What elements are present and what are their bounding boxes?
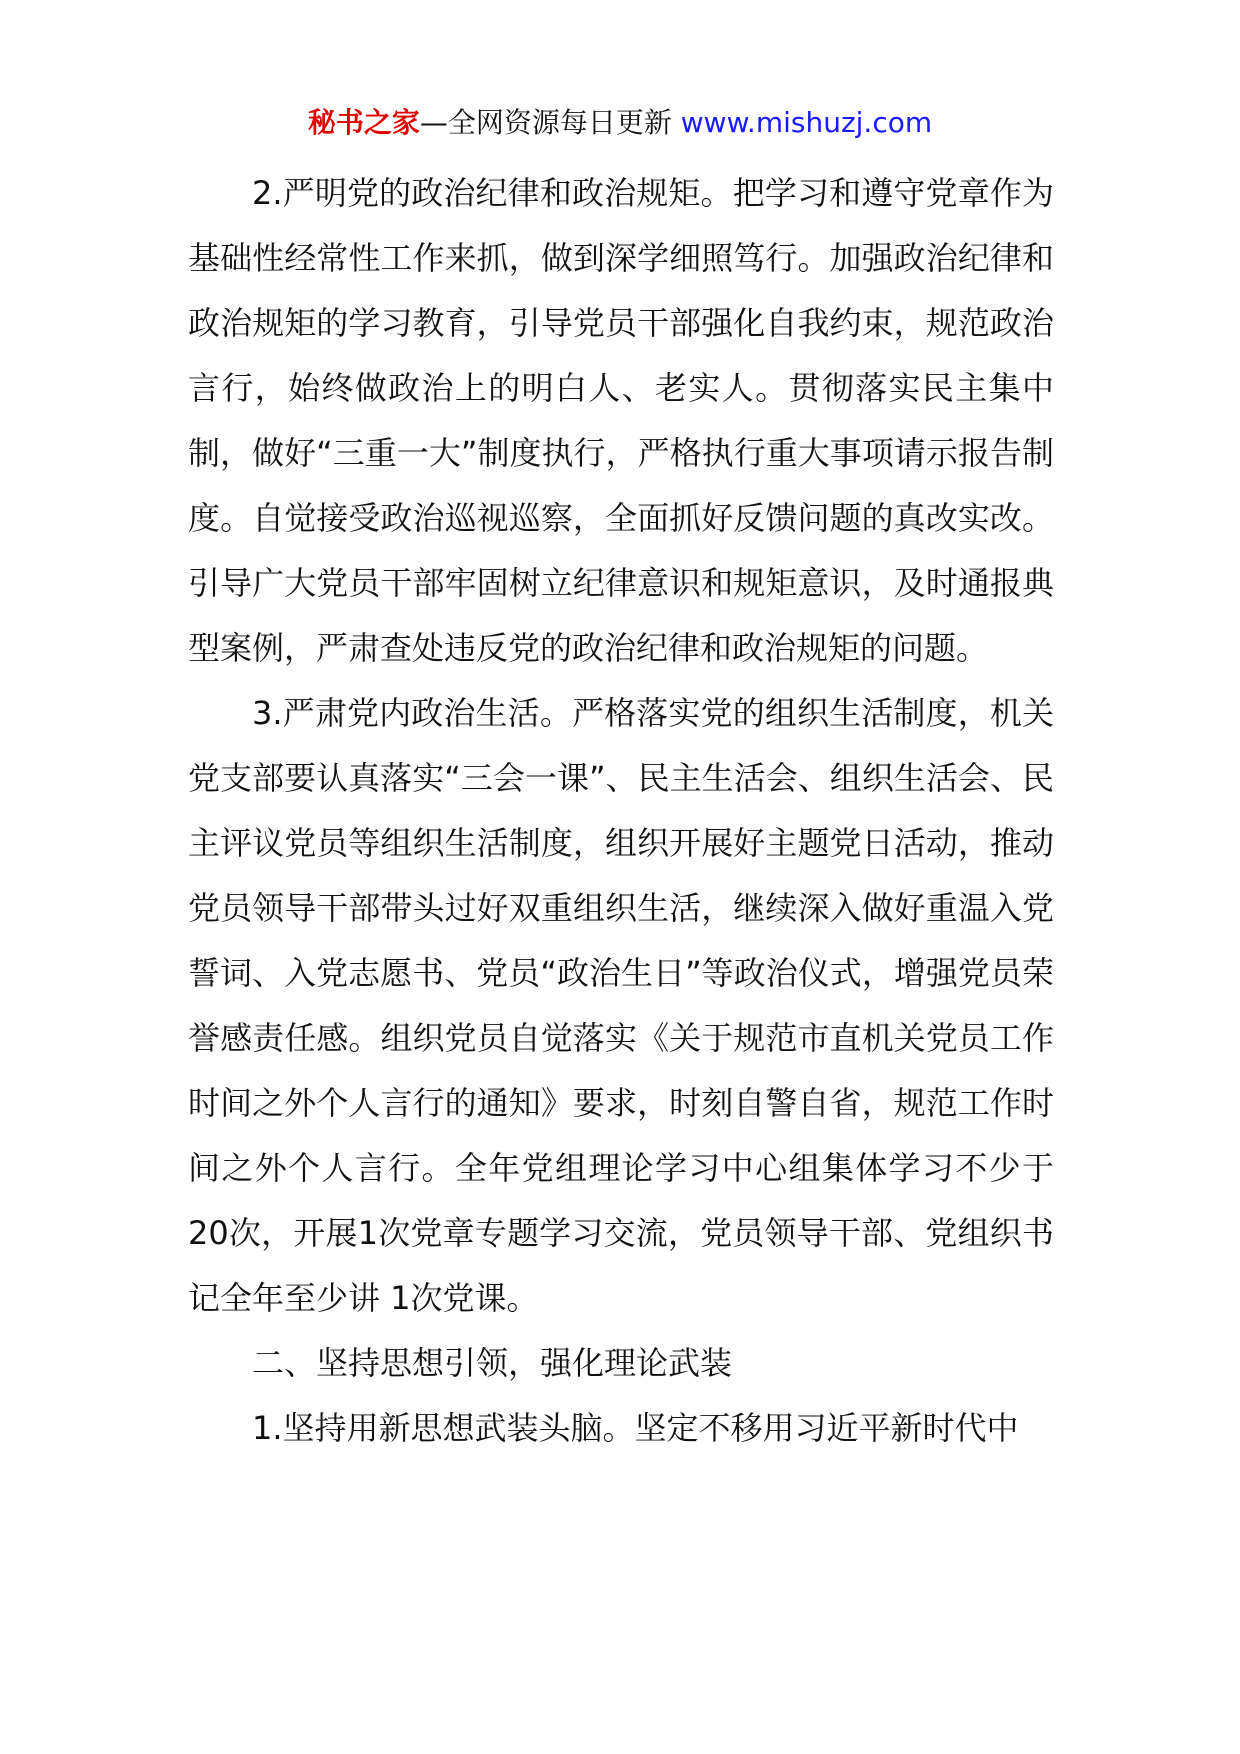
paragraph-new-thought: 1.坚持用新思想武装头脑。坚定不移用习近平新时代中 [252, 1409, 1019, 1447]
site-tagline: —全网资源每日更新 [419, 106, 681, 139]
document-body [188, 161, 1054, 1461]
section-heading: 二、坚持思想引领，强化理论武装 [252, 1344, 733, 1382]
paragraph-party-life: 3.严肃党内政治生活。严格落实党的组织生活制度，机关党支部要认真落实“三会一课”、民主生活会、组织生活会、民主评议党员等组织生活制度，组织开展好主题党日活动，推动党员领导干部带头过好双重组织生活，继续深入做好重温入党誓词、入党志愿书、党员“政治生日”等政治仪式，增强党员荣誉感责任感。组织党员自觉落实《关于规范市直机关党员工作时间之外个人言行的通知》要求，时刻自警自省，规范工作时间之外个人言行。全年党组理论学习中心组集体学习不少于20次，开展1次党章专题学习交流，党员领导干部、党组织书记全年至少讲 1次党课。 [188, 694, 1054, 1317]
paragraph-political-discipline: 2.严明党的政治纪律和政治规矩。把学习和遵守党章作为基础性经常性工作来抓，做到深学细照笃行。加强政治纪律和政治规矩的学习教育，引导党员干部强化自我约束，规范政治言行，始终做政治上的明白人、老实人。贯彻落实民主集中制，做好“三重一大”制度执行，严格执行重大事项请示报告制度。自觉接受政治巡视巡察，全面抓好反馈问题的真改实改。引导广大党员干部牢固树立纪律意识和规矩意识，及时通报典型案例，严肃查处违反党的政治纪律和政治规矩的问题。 [188, 174, 1054, 667]
site-header [0, 101, 1240, 145]
site-brand: 秘书之家 [307, 106, 420, 139]
site-url-link[interactable]: www.mishuzj.com [680, 106, 933, 139]
